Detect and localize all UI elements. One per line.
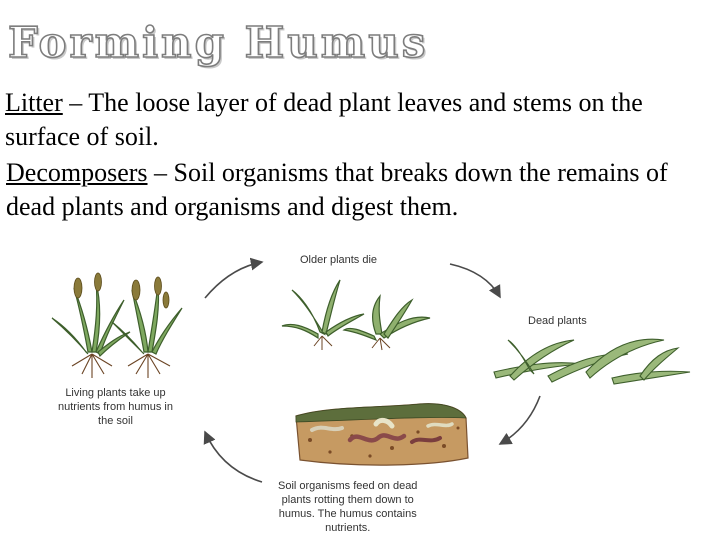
older-plants-illustration bbox=[282, 280, 430, 350]
label-dead-plants: Dead plants bbox=[528, 315, 587, 327]
living-plants-illustration bbox=[52, 273, 182, 378]
arrow-soil-to-living bbox=[205, 432, 262, 482]
label-soil-organisms-line-3: humus. The humus contains bbox=[278, 508, 417, 520]
label-soil-organisms-line-1: Soil organisms feed on dead bbox=[278, 480, 418, 492]
label-living-plants-line-1: Living plants take up bbox=[65, 387, 166, 399]
label-living-plants bbox=[58, 386, 173, 428]
dead-plants-illustration bbox=[494, 339, 690, 384]
definition-litter-text: – The loose layer of dead plant leaves and stems on the surface of soil. bbox=[5, 88, 643, 151]
label-soil-organisms-line-2: plants rotting them down to bbox=[281, 494, 414, 506]
term-litter: Litter bbox=[5, 88, 63, 117]
label-soil-organisms bbox=[278, 479, 417, 535]
arrow-dead-to-soil bbox=[500, 396, 540, 444]
soil-organisms-illustration bbox=[296, 404, 468, 465]
label-living-plants-line-2: nutrients from humus in bbox=[58, 401, 173, 413]
arrow-living-to-older bbox=[205, 262, 262, 298]
arrow-older-to-dead bbox=[450, 264, 500, 297]
definition-decomposers-text: – Soil organisms that breaks down the remains of dead plants and organisms and digest them. bbox=[6, 158, 668, 221]
term-decomposers: Decomposers bbox=[6, 158, 148, 187]
label-living-plants-line-3: the soil bbox=[98, 415, 133, 427]
label-older-plants-die: Older plants die bbox=[300, 254, 378, 266]
label-soil-organisms-line-4: nutrients. bbox=[325, 522, 371, 534]
page-title: Forming Humus bbox=[8, 18, 429, 67]
